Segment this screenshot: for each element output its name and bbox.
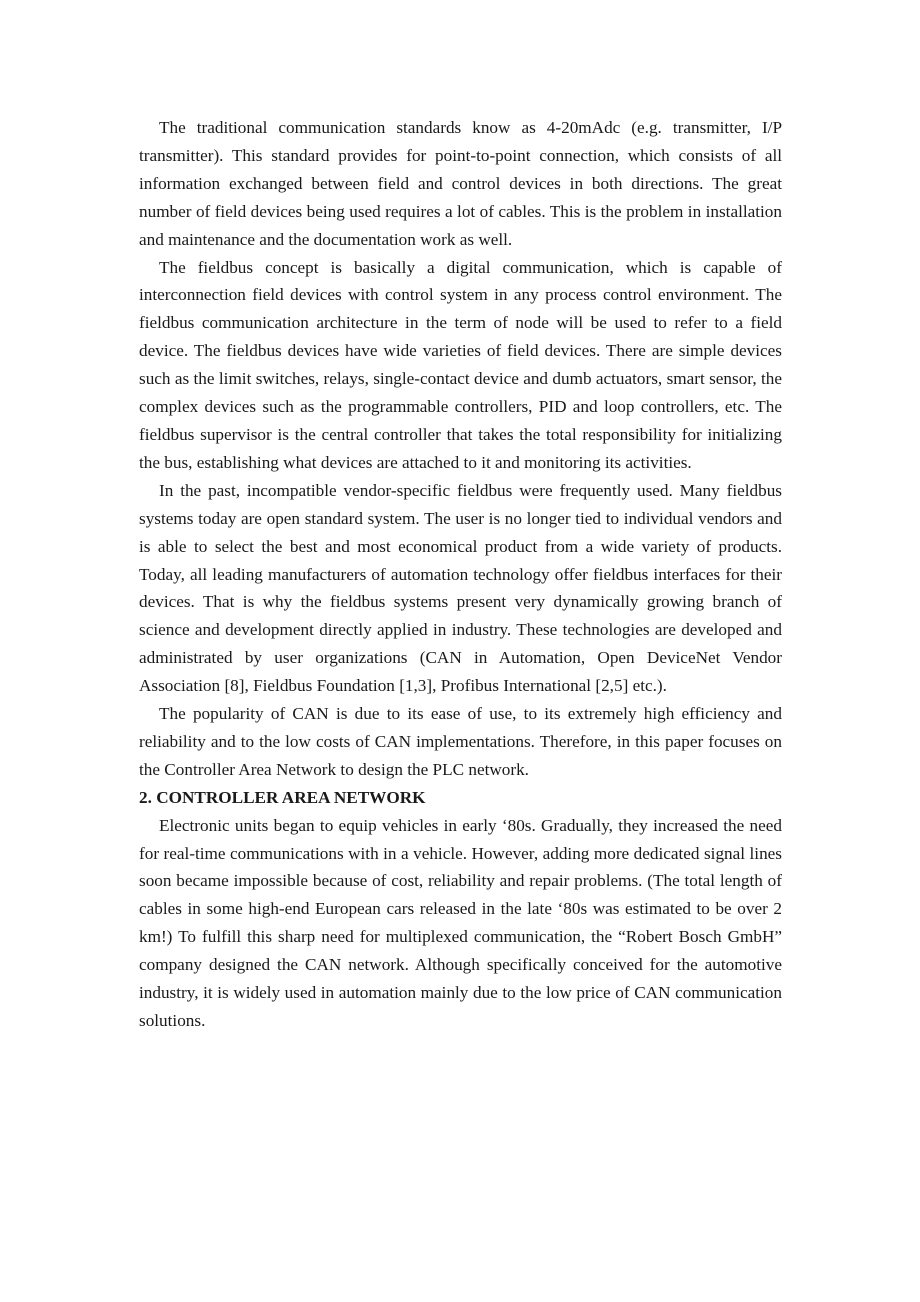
paragraph-can-popularity: The popularity of CAN is due to its ease of use, to its extremely high efficiency and reliability and to the low costs of CAN implementations. Therefore, in this paper focuses on the Controller Area Network to design the PLC network. <box>139 704 782 779</box>
paragraph-can-origin: Electronic units began to equip vehicles in early ‘80s. Gradually, they increased the need for real-time communications with in a vehicle. However, adding more dedicated signal lines soon became impossible because of cost, reliability and repair problems. (The total length of cables in some high-end European cars released in the late ‘80s was estimated to be over 2 km!) To fulfill this sharp need for multiplexed communication, the “Robert Bosch GmbH” company designed the CAN network. Although specifically conceived for the automotive industry, it is widely used in automation mainly due to the low price of CAN communication solutions. <box>139 815 782 1030</box>
document-page <box>139 114 782 1035</box>
section-heading: 2. CONTROLLER AREA NETWORK <box>139 787 426 807</box>
paragraph-traditional-standards: The traditional communication standards know as 4-20mAdc (e.g. transmitter, I/P transmitter). This standard provides for point-to-point connection, which consists of all information exchanged between field and control devices in both directions. The great number of field devices being used requires a lot of cables. This is the problem in installation and maintenance and the documentation work as well. <box>139 118 782 249</box>
paragraph-fieldbus-concept: The fieldbus concept is basically a digital communication, which is capable of interconnection field devices with control system in any process control environment. The fieldbus communication architecture in the term of node will be used to refer to a field device. The fieldbus devices have wide varieties of field devices. There are simple devices such as the limit switches, relays, single-contact device and dumb actuators, smart sensor, the complex devices such as the programmable controllers, PID and loop controllers, etc. The fieldbus supervisor is the central controller that takes the total responsibility for initializing the bus, establishing what devices are attached to it and monitoring its activities. <box>139 257 782 472</box>
paragraph-fieldbus-history: In the past, incompatible vendor-specific fieldbus were frequently used. Many fieldbus systems today are open standard system. The user is no longer tied to individual vendors and is able to select the best and most economical product from a wide variety of products. Today, all leading manufacturers of automation technology offer fieldbus interfaces for their devices. That is why the fieldbus systems present very dynamically growing branch of science and development directly applied in industry. These technologies are developed and administrated by user organizations (CAN in Automation, Open DeviceNet Vendor Association [8], Fieldbus Foundation [1,3], Profibus International [2,5] etc.). <box>139 480 782 696</box>
